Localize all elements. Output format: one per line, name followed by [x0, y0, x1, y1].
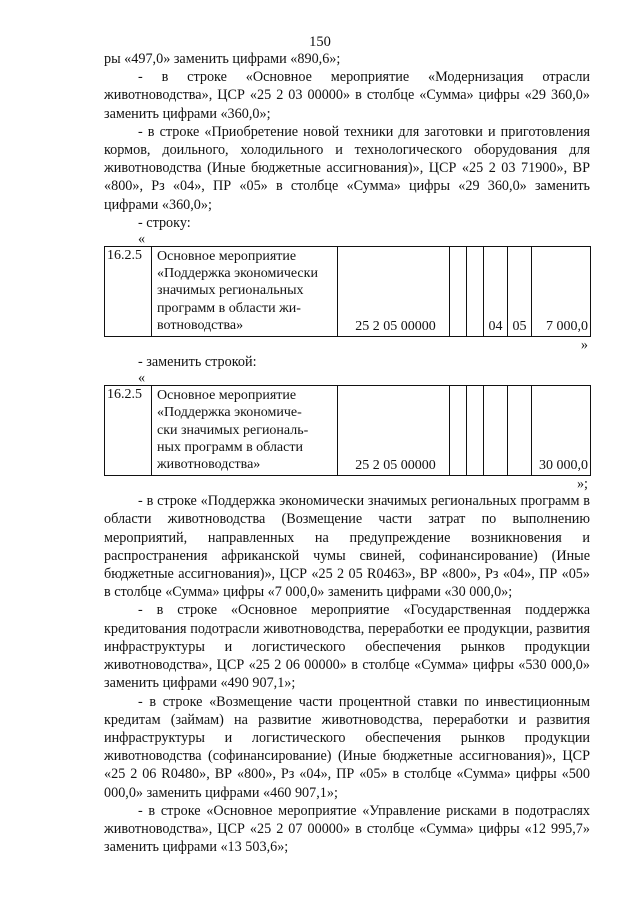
document-body [104, 50, 590, 856]
row-sum: 30 000,0 [532, 386, 591, 476]
row-csr: 25 2 05 00000 [338, 386, 450, 476]
name-line: значимых региональных [157, 283, 304, 299]
name-line: вотноводства» [157, 317, 244, 333]
name-line: ски значимых региональ- [157, 422, 309, 438]
paragraph: - в строке «Основное мероприятие «Управление рисками в подотраслях животноводства», ЦСР «25 2 07 00000» в столбце «Сумма» цифры «12 995,7» заменить цифрами «13 503,6»; [104, 802, 590, 856]
quote-open-1: « [138, 231, 146, 248]
row-rz [484, 386, 508, 476]
row-pr: 05 [508, 247, 532, 337]
name-line: «Поддержка экономиче- [157, 405, 302, 421]
name-line: Основное мероприятие [157, 388, 297, 404]
table-new-row [104, 385, 591, 476]
table-row [105, 386, 591, 476]
row-name [152, 247, 338, 337]
quote-open-2: « [138, 370, 146, 387]
row-rz: 04 [484, 247, 508, 337]
row-vr [467, 247, 484, 337]
name-line: программ в области жи- [157, 300, 301, 316]
row-number: 16.2.5 [105, 386, 152, 476]
paragraph: - в строке «Приобретение новой техники для заготовки и приготовления кормов, доильного, холодильного и технологического оборудования для животноводства (Иные бюджетные ассигнования)», ЦСР «25 2 03 71900», ВР «800», Рз «04», ПР «05» в столбце «Сумма» цифры «29 360,0» заменить цифрами «360,0»; [104, 123, 590, 213]
paragraph: - в строке «Основное мероприятие «Модернизация отрасли животноводства», ЦСР «25 2 03 00000» в столбце «Сумма» цифры «29 360,0» заменить цифрами «360,0»; [104, 69, 590, 122]
quote-close-1: » [580, 337, 588, 354]
quote-close-2: »; [576, 476, 588, 493]
page-number: 150 [309, 34, 331, 50]
paragraph: - в строке «Поддержка экономически значимых региональных программ в области животноводства (Возмещение части затрат по выполнению мероприятий, направленных на предупреждение возникновения и распространения африканской чумы свиней, софинансирование) (Иные бюджетные ассигнования)», ЦСР «25 2 05 R0463», ВР «800», Рз «04», ПР «05» в столбце «Сумма» цифры «7 000,0» заменить цифрами «30 000,0»; [104, 493, 590, 601]
name-line: Основное мероприятие [157, 249, 297, 265]
paragraph: ры «497,0» заменить цифрами «890,6»; [104, 51, 341, 67]
row-pr [508, 386, 532, 476]
row-empty [450, 386, 467, 476]
table-row [105, 247, 591, 337]
lead-stroku: - строку: [138, 214, 191, 231]
row-empty [450, 247, 467, 337]
table-old-row [104, 246, 591, 337]
name-line: «Поддержка экономически [157, 266, 318, 282]
row-number: 16.2.5 [105, 247, 152, 337]
paragraph: - в строке «Возмещение части процентной ставки по инвестиционным кредитам (займам) на развитие животноводства, переработки и развития инфраструктуры и логистического обеспечения рынков продукции животноводства (софинансирование) (Иные бюджетные ассигнования)», ЦСР «25 2 06 R0480», ВР «800», Рз «04», ПР «05» в столбце «Сумма» цифры «500 000,0» заменить цифрами «460 907,1»; [104, 693, 590, 801]
paragraphs-before [104, 50, 590, 214]
name-line: ных программ в области [157, 439, 303, 455]
row-vr [467, 386, 484, 476]
paragraph: - в строке «Основное мероприятие «Государственная поддержка кредитования подотрасли животноводства, переработки ее продукции, развития инфраструктуры и логистического обеспечения рынков продукции животноводства», ЦСР «25 2 06 00000» в столбце «Сумма» цифры «530 000,0» заменить цифрами «490 907,1»; [104, 602, 590, 692]
name-line: животноводства» [157, 457, 261, 473]
paragraphs-after [104, 492, 590, 856]
row-csr: 25 2 05 00000 [338, 247, 450, 337]
lead-zamenit: - заменить строкой: [138, 354, 257, 371]
row-name [152, 386, 338, 476]
row-sum: 7 000,0 [532, 247, 591, 337]
